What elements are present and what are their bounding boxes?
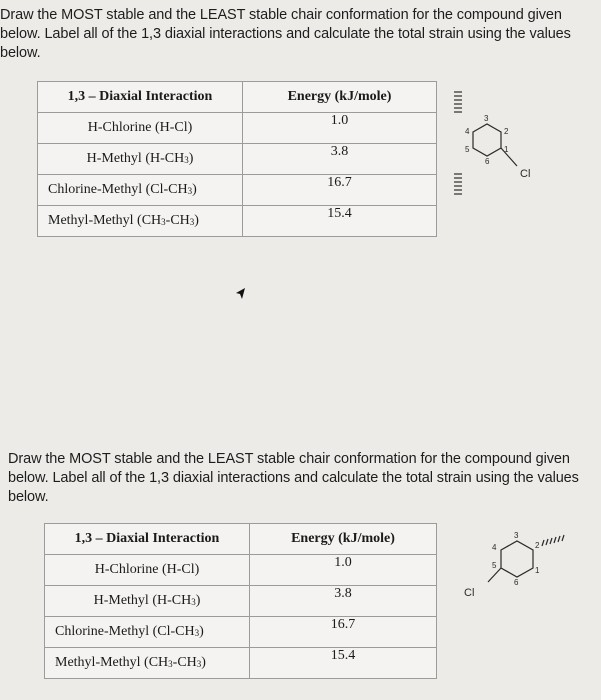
energy-table-2	[44, 523, 437, 679]
carbon-number-label: 6	[485, 157, 490, 166]
interaction-energy: 15.4	[250, 648, 437, 679]
molecule-structure-2	[446, 528, 586, 613]
interaction-name: H-Chlorine (H-Cl)	[45, 555, 250, 586]
carbon-number-label: 5	[492, 561, 497, 570]
carbon-number-label: 4	[492, 543, 497, 552]
interaction-name: Methyl-Methyl $(CH_3-CH_3)$	[45, 648, 250, 679]
carbon-number-label: 5	[465, 145, 470, 154]
table-row	[38, 113, 437, 144]
header-interaction: 1,3 – Diaxial Interaction	[45, 524, 250, 555]
carbon-number-label: 3	[484, 114, 489, 123]
interaction-name: H-Methyl $(H-CH_3)$	[45, 586, 250, 617]
interaction-energy: 1.0	[250, 555, 437, 586]
table-row	[38, 175, 437, 206]
question-1-prompt: Draw the MOST stable and the LEAST stable chair conformation for the compound given below. Label all of the 1,3 diaxial interactions and calculate the total strain using the values below.	[0, 7, 571, 61]
table-row	[45, 648, 437, 679]
header-interaction: 1,3 – Diaxial Interaction	[38, 82, 243, 113]
interaction-energy: 16.7	[243, 175, 437, 206]
interaction-name: H-Chlorine (H-Cl)	[38, 113, 243, 144]
carbon-number-label: 2	[504, 127, 509, 136]
carbon-number-label: 3	[514, 531, 519, 540]
table-header-row	[45, 524, 437, 555]
carbon-number-label: 6	[514, 578, 519, 587]
chlorine-label: Cl	[520, 168, 531, 180]
carbon-number-label: 2	[535, 541, 540, 550]
carbon-number-label: 1	[535, 566, 540, 575]
table-row	[38, 206, 437, 237]
energy-table-1	[37, 81, 437, 237]
table-header-row	[38, 82, 437, 113]
table-row	[45, 586, 437, 617]
table-row	[45, 617, 437, 648]
question-2-prompt: Draw the MOST stable and the LEAST stable chair conformation for the compound given below. Label all of the 1,3 diaxial interactions and calculate the total strain using the values below.	[8, 451, 579, 505]
interaction-energy: 15.4	[243, 206, 437, 237]
mouse-pointer-icon	[234, 287, 248, 303]
carbon-number-label: 1	[504, 145, 509, 154]
table-row	[38, 144, 437, 175]
header-energy: Energy (kJ/mole)	[250, 524, 437, 555]
table-row	[45, 555, 437, 586]
chlorine-label: Cl	[464, 587, 475, 599]
interaction-energy: 16.7	[250, 617, 437, 648]
interaction-name: Chlorine-Methyl $(Cl-CH_3)$	[38, 175, 243, 206]
interaction-energy: 3.8	[243, 144, 437, 175]
interaction-name: H-Methyl $(H-CH_3)$	[38, 144, 243, 175]
header-energy: Energy (kJ/mole)	[243, 82, 437, 113]
interaction-energy: 1.0	[243, 113, 437, 144]
interaction-energy: 3.8	[250, 586, 437, 617]
interaction-name: Chlorine-Methyl $(Cl-CH_3)$	[45, 617, 250, 648]
molecule-structure-1	[440, 82, 560, 202]
interaction-name: Methyl-Methyl $(CH_3-CH_3)$	[38, 206, 243, 237]
carbon-number-label: 4	[465, 127, 470, 136]
